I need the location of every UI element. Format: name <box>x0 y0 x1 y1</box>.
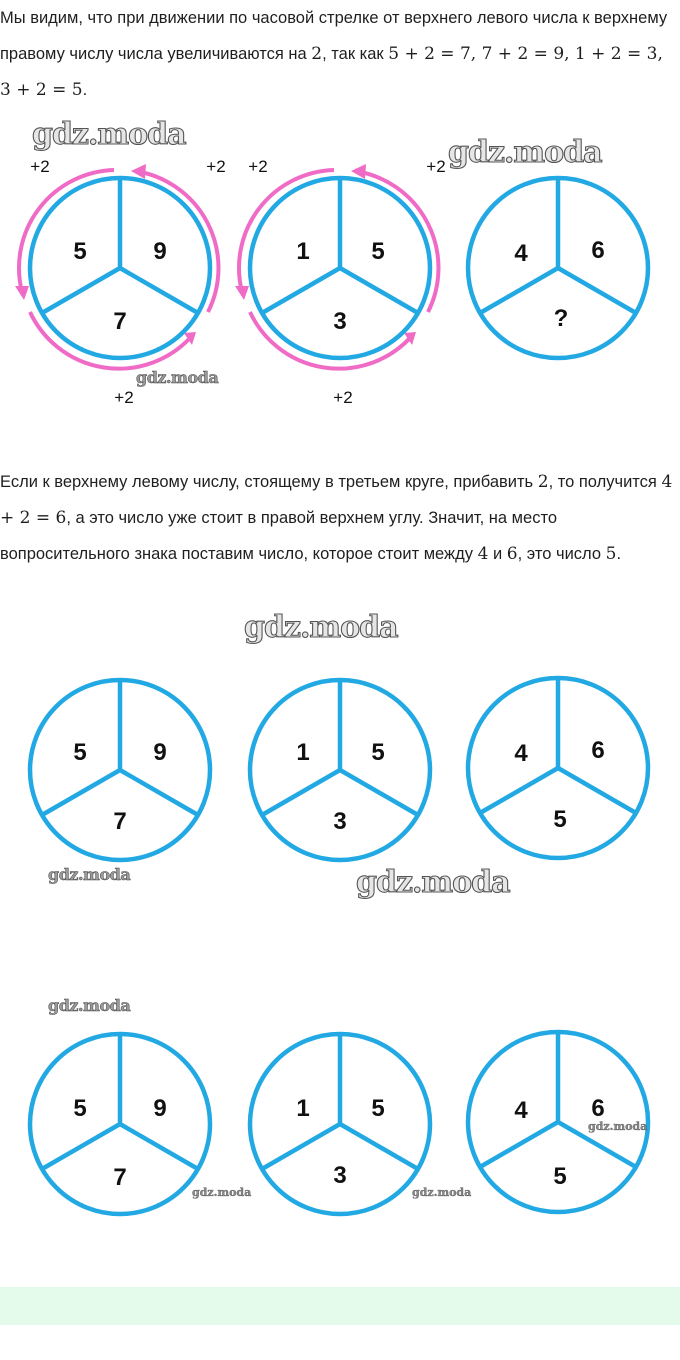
p1-text-3: . <box>82 81 88 99</box>
watermark: gdz.moda <box>32 117 186 152</box>
sector-bottom-number: 3 <box>333 308 347 335</box>
number-circle-3 <box>468 178 648 358</box>
arrowhead-icon <box>235 286 249 300</box>
p2-text-6: . <box>616 545 622 563</box>
sector-right-number: 9 <box>153 1095 167 1122</box>
number-circle-2 <box>250 1034 430 1214</box>
arrow-arc-icon <box>250 312 410 369</box>
watermark: gdz.moda <box>136 368 219 387</box>
watermark: gdz.moda <box>448 135 602 170</box>
sector-left-number: 1 <box>296 739 310 766</box>
sector-right-number: 5 <box>371 1095 385 1122</box>
sector-bottom-number: 7 <box>113 308 127 335</box>
figure-pattern-with-question <box>0 110 680 420</box>
plus-two-label: +2 <box>426 157 446 176</box>
sector-right-number: 9 <box>153 739 167 766</box>
sector-right-number: 6 <box>591 237 605 264</box>
p2-math-3: 4 <box>477 544 489 564</box>
number-circle-1 <box>30 178 210 358</box>
sector-right-number: 6 <box>591 737 605 764</box>
p1-text-1: Мы видим, что при движении по часовой стрелке от верхнего левого числа к верхнему правому числу числа увеличиваются на <box>0 9 668 63</box>
arrow-arc-icon <box>239 170 334 292</box>
plus-two-label: +2 <box>30 157 50 176</box>
number-circle-1 <box>30 1034 210 1214</box>
sector-left-number: 1 <box>296 1095 310 1122</box>
watermark: gdz.moda <box>48 996 131 1015</box>
sector-left-number: 5 <box>73 1095 87 1122</box>
p2-text-4: и <box>488 545 507 563</box>
sector-left-number: 5 <box>73 739 87 766</box>
p1-math-2: 5 + 2 = 7, 7 + 2 = 9, 1 + 2 = 3, 3 + 2 = 5 <box>0 44 663 100</box>
p2-math-2: 4 + 2 = 6 <box>0 472 673 528</box>
p2-math-5: 5 <box>605 544 617 564</box>
number-circle-3 <box>468 678 648 858</box>
arrow-arc-icon <box>30 312 190 369</box>
plus-two-label: +2 <box>206 157 226 176</box>
number-circle-2 <box>250 680 430 860</box>
clockwise-arrows-circle-2 <box>235 164 438 369</box>
question-mark: ? <box>553 305 569 332</box>
figure-solution <box>0 600 680 910</box>
watermark: gdz.moda <box>192 1186 252 1199</box>
sector-bottom-number: 3 <box>333 1162 347 1189</box>
watermark: gdz.moda <box>48 865 131 884</box>
p2-math-1: 2 <box>537 472 549 492</box>
sector-right-number: 6 <box>591 1095 605 1122</box>
p2-text-1: Если к верхнему левому числу, стоящему в третьем круге, прибавить <box>0 473 538 491</box>
p2-text-2: , то получится <box>548 473 662 491</box>
sector-left-number: 4 <box>514 1097 528 1124</box>
watermark: gdz.moda <box>412 1186 472 1199</box>
watermark: gdz.moda <box>588 1120 648 1133</box>
explanation-paragraph-2 <box>0 464 676 572</box>
footer-band <box>0 1287 680 1325</box>
sector-right-number: 5 <box>371 238 385 265</box>
p2-math-4: 6 <box>506 544 518 564</box>
plus-two-label: +2 <box>114 388 134 407</box>
p1-math-1: 2 <box>311 44 323 64</box>
p2-text-3: , а это число уже стоит в правой верхнем углу. Значит, на место вопросительного знака поставим число, которое стоит между <box>0 509 557 563</box>
plus-two-label: +2 <box>248 157 268 176</box>
sector-bottom-number: 5 <box>553 1163 567 1190</box>
watermark: gdz.moda <box>244 610 398 645</box>
sector-right-number: 9 <box>153 238 167 265</box>
sector-bottom-number: 5 <box>553 806 567 833</box>
p2-text-5: , это число <box>517 545 606 563</box>
explanation-paragraph-1 <box>0 0 676 108</box>
sector-left-number: 4 <box>514 740 528 767</box>
arrow-arc-icon <box>19 170 114 292</box>
plus-two-label: +2 <box>333 388 353 407</box>
sector-bottom-number: 7 <box>113 1164 127 1191</box>
sector-right-number: 5 <box>371 739 385 766</box>
sector-left-number: 5 <box>73 238 87 265</box>
number-circle-2 <box>250 178 430 358</box>
number-circle-1 <box>30 680 210 860</box>
p1-text-2: , так как <box>322 45 389 63</box>
arrowhead-icon <box>15 286 29 300</box>
sector-bottom-number: 3 <box>333 808 347 835</box>
clockwise-arrows-circle-1 <box>15 164 218 369</box>
sector-left-number: 4 <box>514 240 528 267</box>
sector-bottom-number: 7 <box>113 808 127 835</box>
watermark: gdz.moda <box>356 865 510 900</box>
sector-left-number: 1 <box>296 238 310 265</box>
figure-solution-repeat <box>0 990 680 1230</box>
